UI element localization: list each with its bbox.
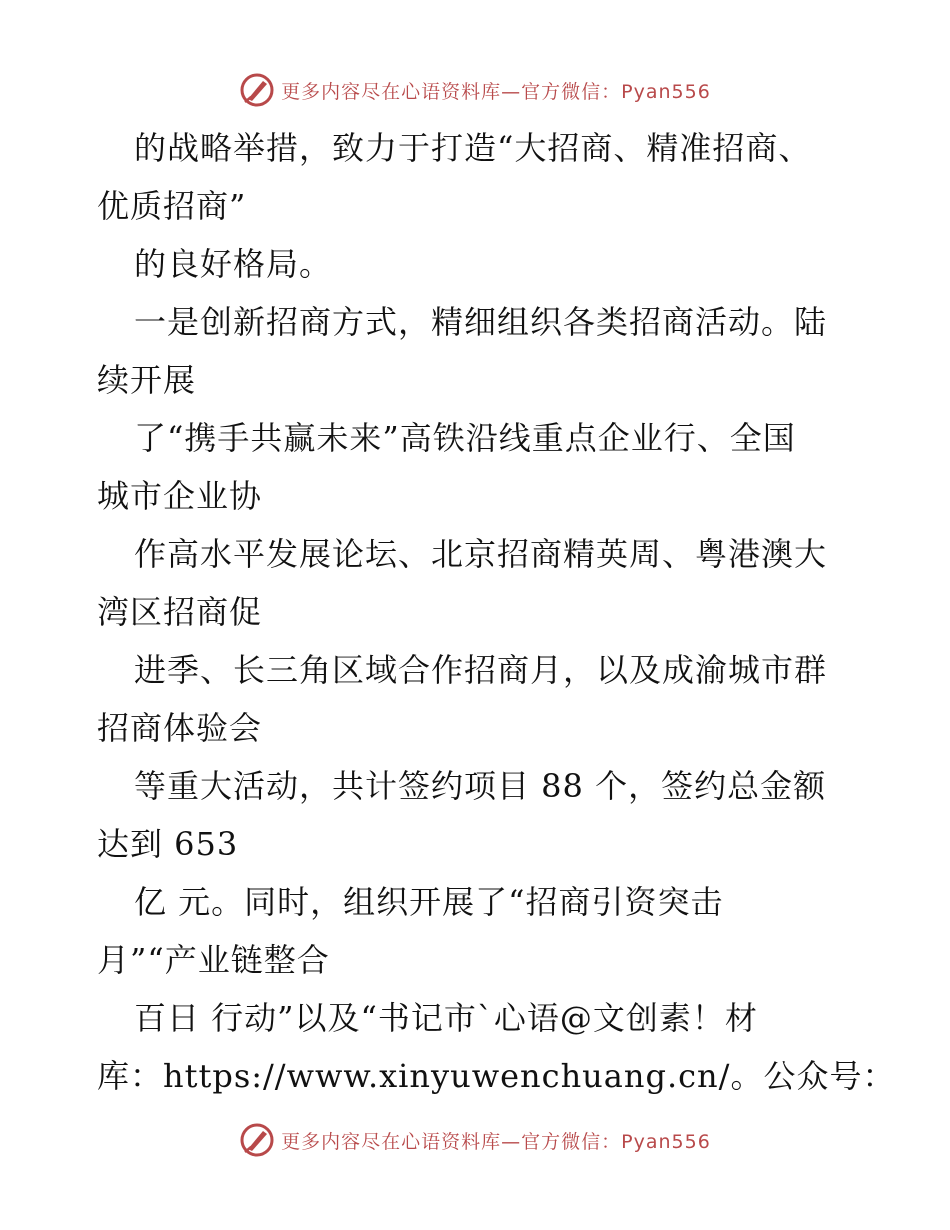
text-line: 湾区招商促 (97, 593, 263, 631)
text-line: 达到 653 (97, 825, 239, 863)
text-line: 优质招商” (97, 187, 247, 225)
quill-pen-logo-icon (239, 1122, 275, 1158)
watermark-header (0, 70, 950, 110)
text-line: 了“携手共赢未来”高铁沿线重点企业行、全国 (134, 419, 796, 457)
text-line: 进季、长三角区域合作招商月，以及成渝城市群 (134, 651, 828, 689)
text-line: 续开展 (97, 361, 197, 399)
text-line: 作高水平发展论坛、北京招商精英周、粤港澳大 (134, 535, 828, 573)
text-line: 一是创新招商方式，精细组织各类招商活动。陆 (134, 303, 828, 341)
watermark-text: 更多内容尽在心语资料库—官方微信：Pyan556 (281, 80, 711, 103)
text-line: 库：https://www.xinyuwenchuang.cn/。公众号： (97, 1057, 896, 1095)
text-line: 招商体验会 (97, 709, 263, 747)
text-line: 的良好格局。 (134, 245, 333, 283)
quill-pen-logo-icon (239, 72, 275, 108)
text-line: 等重大活动，共计签约项目 88 个，签约总金额 (134, 767, 827, 805)
watermark-text: 更多内容尽在心语资料库—官方微信：Pyan556 (281, 1130, 711, 1153)
text-line: 的战略举措，致力于打造“大招商、精准招商、 (134, 129, 812, 167)
watermark-footer (0, 1120, 950, 1160)
text-line: 亿 元。同时，组织开展了“招商引资突击 (134, 883, 724, 921)
text-line: 城市企业协 (97, 477, 263, 515)
text-line: 月”“产业链整合 (97, 941, 330, 979)
text-line: 百日 行动”以及“书记市`心语@文创素！材 (134, 999, 758, 1037)
